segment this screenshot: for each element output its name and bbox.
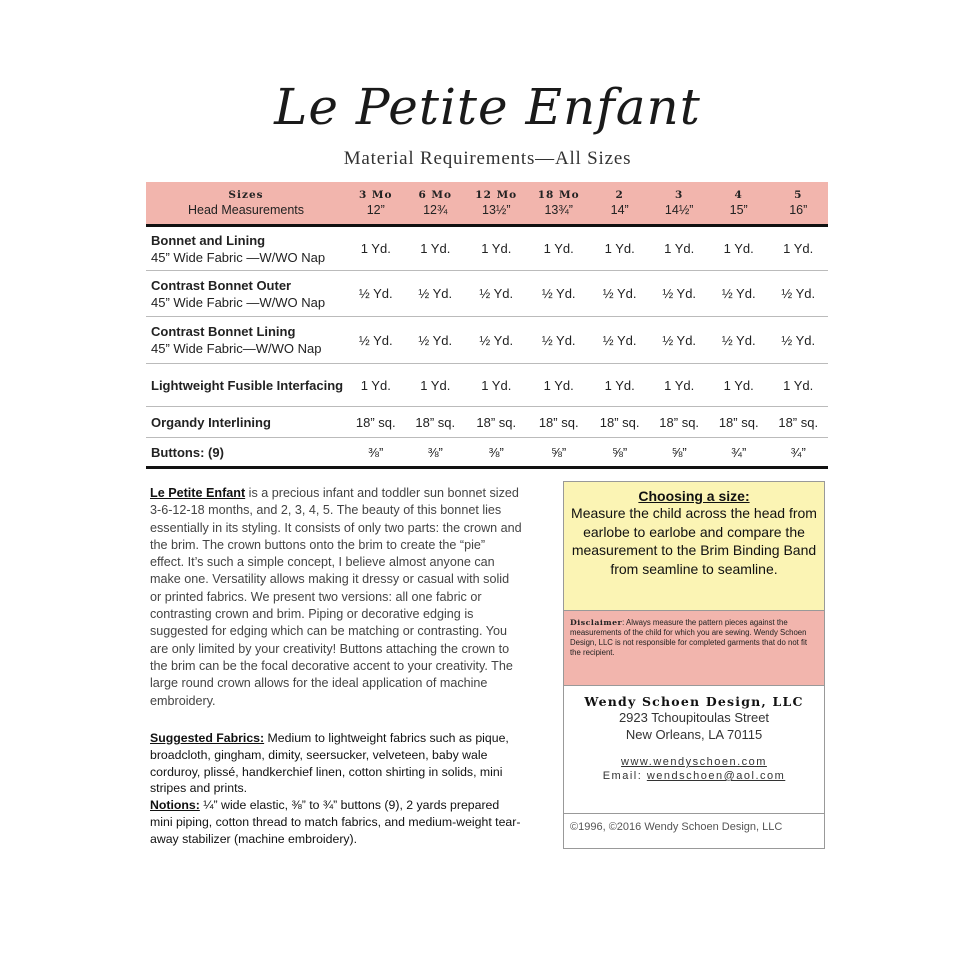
head-measure: 14” <box>610 203 629 217</box>
size-col-0 <box>346 182 406 226</box>
size-label: 3 <box>675 189 684 201</box>
table-cell: ½ Yd. <box>649 317 709 364</box>
page-title: Le Petite Enfant <box>274 78 701 136</box>
table-cell: ½ Yd. <box>406 271 466 317</box>
table-row <box>146 364 828 407</box>
table-cell: ⅝” <box>649 438 709 468</box>
table-cell: 18” sq. <box>649 407 709 438</box>
table-cell: 18” sq. <box>527 407 589 438</box>
size-label: 3 Mo <box>358 189 393 201</box>
website-link[interactable]: www.wendyschoen.com <box>621 756 767 768</box>
copyright: ©1996, ©2016 Wendy Schoen Design, LLC <box>570 821 783 833</box>
table-row <box>146 317 828 364</box>
size-col-5 <box>649 182 709 226</box>
fabrics-notions-block <box>150 730 522 848</box>
size-col-2 <box>465 182 527 226</box>
size-col-4 <box>590 182 650 226</box>
table-row <box>146 438 828 468</box>
table-row <box>146 226 828 271</box>
size-col-1 <box>406 182 466 226</box>
table-cell: ½ Yd. <box>406 317 466 364</box>
table-cell: ⅜” <box>465 438 527 468</box>
table-cell: 1 Yd. <box>346 226 406 271</box>
table-cell: ½ Yd. <box>768 317 828 364</box>
table-cell: 18” sq. <box>465 407 527 438</box>
table-cell: ½ Yd. <box>465 317 527 364</box>
size-label: 18 Mo <box>537 189 580 201</box>
table-header-row <box>146 182 828 226</box>
description-paragraph <box>150 485 522 710</box>
table-cell: 18” sq. <box>768 407 828 438</box>
size-label: 4 <box>734 189 743 201</box>
table-cell: 1 Yd. <box>346 364 406 407</box>
head-measure: 14½” <box>664 203 694 217</box>
table-cell: ½ Yd. <box>346 271 406 317</box>
table-cell: 18” sq. <box>590 407 650 438</box>
table-cell: 1 Yd. <box>406 226 466 271</box>
row-label <box>146 438 346 468</box>
material-requirements-table <box>146 182 828 469</box>
table-cell: 1 Yd. <box>649 226 709 271</box>
head-measure: 15” <box>729 203 748 217</box>
company-address-box <box>564 686 824 814</box>
sidebar-box <box>563 481 825 849</box>
suggested-fabrics-label: Suggested Fabrics: <box>150 731 265 745</box>
description-lead: Le Petite Enfant <box>150 486 246 500</box>
size-col-7 <box>768 182 828 226</box>
page-subtitle: Material Requirements—All Sizes <box>343 148 632 169</box>
table-cell: ½ Yd. <box>527 271 589 317</box>
suggested-fabrics-text: Medium to lightweight fabrics such as pique, broadcloth, gingham, dimity, seersucker, velveteen, baby wale corduroy, plissé, handkerchief linen, cotton shirting in solids, mini stripes and prints. <box>150 731 509 796</box>
email-label: Email: <box>602 770 647 782</box>
row-label <box>146 407 346 438</box>
table-cell: ½ Yd. <box>768 271 828 317</box>
head-measure: 12¾ <box>423 203 448 217</box>
table-cell: 1 Yd. <box>406 364 466 407</box>
table-row <box>146 271 828 317</box>
table-cell: 1 Yd. <box>768 364 828 407</box>
table-cell: ½ Yd. <box>649 271 709 317</box>
table-cell: ½ Yd. <box>590 271 650 317</box>
table-cell: ¾” <box>709 438 769 468</box>
table-cell: ½ Yd. <box>709 317 769 364</box>
description-text: is a precious infant and toddler sun bonnet sized 3-6-12-18 months, and 2, 3, 4, 5. The beauty of this bonnet lies essentially in its styling. It consists of only two parts: the crown and the brim. The crown buttons onto the brim to create the “pie” effect. It’s such a simple concept, I believe almost anyone can make one. Versatility allows making it dressy or casual with solid or printed fabrics. We present two versions: all one fabric or contrasting crown and brim. Piping or decorative edging is suggested for edging which can be matching or contrasting. You are only limited by your creativity! Buttons attaching the crown to the brim can be the focal decorative accent to your creativity. The large round crown allows for the ideal application of machine embroidery. <box>150 486 522 708</box>
row-desc: 45” Wide Fabric—W/WO Nap <box>151 341 322 356</box>
table-cell: 1 Yd. <box>709 226 769 271</box>
size-label: 2 <box>615 189 624 201</box>
table-cell: 1 Yd. <box>465 226 527 271</box>
table-cell: 18” sq. <box>709 407 769 438</box>
table-cell: ⅝” <box>527 438 589 468</box>
size-label: 12 Mo <box>475 189 518 201</box>
sizes-label: Sizes <box>228 189 264 201</box>
disclaimer-box <box>564 611 824 686</box>
size-col-6 <box>709 182 769 226</box>
disclaimer-label: Disclaimer <box>570 618 623 627</box>
row-label <box>146 317 346 364</box>
head-measure: 13¾” <box>544 203 573 217</box>
table-cell: ½ Yd. <box>709 271 769 317</box>
notions-label: Notions: <box>150 798 200 813</box>
choosing-size-box <box>564 482 824 611</box>
head-measure: 16” <box>789 203 808 217</box>
company-name: Wendy Schoen Design, LLC <box>584 694 804 709</box>
head-measurements-label: Head Measurements <box>187 203 305 217</box>
row-name: Organdy Interlining <box>151 414 271 430</box>
email-line <box>564 769 824 783</box>
table-cell: 18” sq. <box>406 407 466 438</box>
table-cell: ⅜” <box>346 438 406 468</box>
table-cell: ½ Yd. <box>465 271 527 317</box>
head-measure: 13½” <box>482 203 511 217</box>
table-cell: ½ Yd. <box>346 317 406 364</box>
notions <box>150 797 522 847</box>
table-cell: 1 Yd. <box>465 364 527 407</box>
row-desc: 45” Wide Fabric —W/WO Nap <box>151 294 326 310</box>
disclaimer-text: : Always measure the pattern pieces against the measurements of the child for which you are sewing. Wendy Schoen Design, LLC is not responsible for completed garments that do not fit the recipient. <box>570 618 808 657</box>
table-cell: 1 Yd. <box>590 364 650 407</box>
row-label <box>146 364 346 407</box>
table-cell: 1 Yd. <box>590 226 650 271</box>
table-cell: 1 Yd. <box>527 364 589 407</box>
table-cell: 18” sq. <box>346 407 406 438</box>
choosing-size-heading: Choosing a size: <box>638 488 750 504</box>
row-name: Buttons: (9) <box>151 444 224 460</box>
sizes-header-cell <box>146 182 346 226</box>
table-cell: ¾” <box>768 438 828 468</box>
table-cell: 1 Yd. <box>709 364 769 407</box>
row-desc: 45” Wide Fabric —W/WO Nap <box>151 249 326 265</box>
table-cell: 1 Yd. <box>768 226 828 271</box>
choosing-size-text: Measure the child across the head from earlobe to earlobe and compare the measurement to the Brim Binding Band from seamline to seamline. <box>571 505 817 577</box>
size-label: 6 Mo <box>418 189 453 201</box>
table-cell: 1 Yd. <box>527 226 589 271</box>
suggested-fabrics <box>150 730 522 797</box>
row-name: Contrast Bonnet Lining <box>151 324 296 339</box>
table-row <box>146 407 828 438</box>
table-cell: ⅜” <box>406 438 466 468</box>
head-measure: 12” <box>366 203 385 217</box>
size-col-3 <box>527 182 589 226</box>
notions-text: ¼” wide elastic, ⅜” to ¾” buttons (9), 2 yards prepared mini piping, cotton thread to match fabrics, and medium-weight tear-away stabilizer (machine embroidery). <box>150 798 521 846</box>
table-cell: ½ Yd. <box>590 317 650 364</box>
table-cell: ½ Yd. <box>527 317 589 364</box>
row-name: Bonnet and Lining <box>151 232 266 248</box>
row-name: Lightweight Fusible Interfacing <box>151 377 344 393</box>
row-label <box>146 271 346 317</box>
size-label: 5 <box>794 189 803 201</box>
row-name: Contrast Bonnet Outer <box>151 277 292 293</box>
company-city: New Orleans, LA 70115 <box>625 727 763 742</box>
company-street: 2923 Tchoupitoulas Street <box>618 710 770 725</box>
table-cell: 1 Yd. <box>649 364 709 407</box>
table-cell: ⅝” <box>590 438 650 468</box>
row-label <box>146 226 346 271</box>
email-link[interactable]: wendschoen@aol.com <box>646 770 786 782</box>
